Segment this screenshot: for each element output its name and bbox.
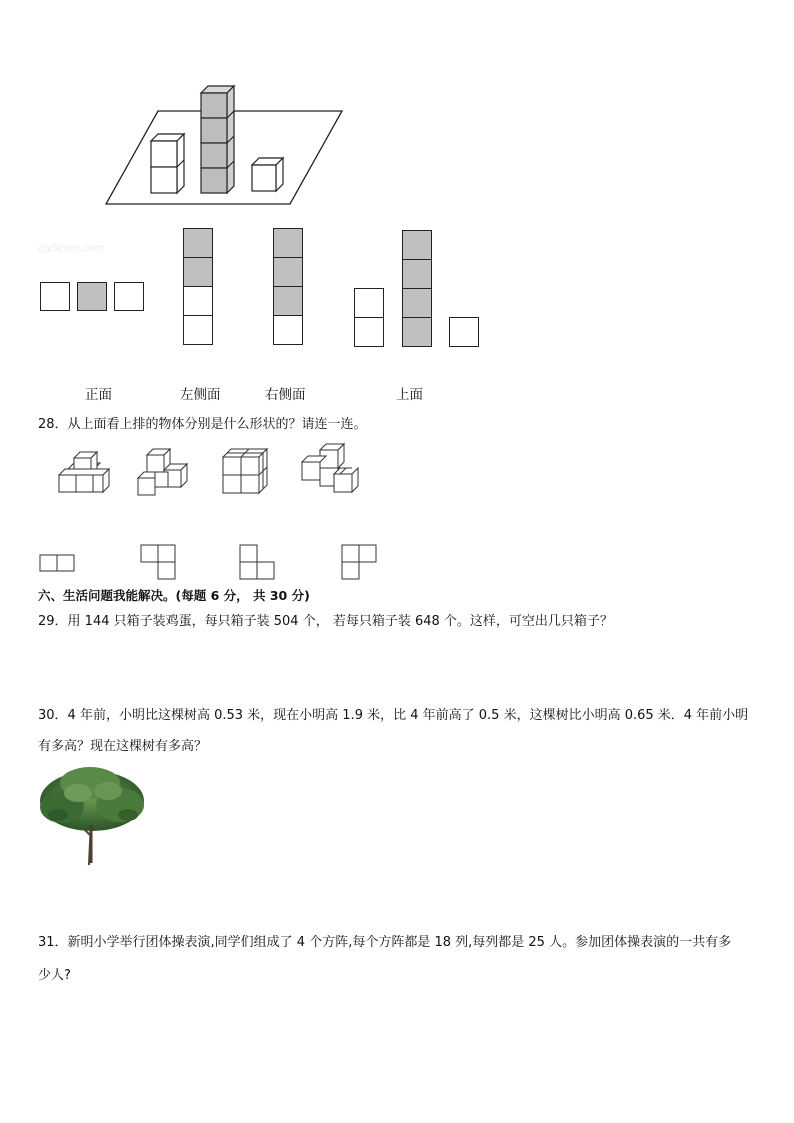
- label-right-side: 右侧面: [265, 387, 306, 403]
- q29-text: 29．用 144 只箱子装鸡蛋，每只箱子装 504 个， 若每只箱子装 648 个。这样，可空出几只箱子？: [38, 614, 613, 629]
- cube-stacks-on-platform: [100, 80, 350, 210]
- q30-line2: 有多高？现在这棵树有多高？: [38, 739, 208, 754]
- label-top: 上面: [396, 387, 423, 403]
- q28-text: 28．从上面看上排的物体分别是什么形状的？请连一连。: [38, 417, 367, 432]
- q31-line2: 少人?: [38, 968, 71, 983]
- label-front: 正面: [85, 387, 112, 403]
- section-6-title: 六、生活问题我能解决。(每题 6 分， 共 30 分): [38, 588, 310, 603]
- tree-image: [38, 763, 146, 867]
- watermark: zjy5com.com: [38, 243, 105, 254]
- q28-objects-row: [50, 440, 360, 500]
- q28-top-views-row: [38, 542, 383, 582]
- q30-line1: 30．4 年前，小明比这棵树高 0.53 米，现在小明高 1.9 米，比 4 年前高了 0.5 米，这棵树比小明高 0.65 米．4 年前小明: [38, 708, 749, 723]
- q31-line1: 31．新明小学举行团体操表演,同学们组成了 4 个方阵,每个方阵都是 18 列,每列都是 25 人。参加团体操表演的一共有多: [38, 935, 732, 950]
- label-left-side: 左侧面: [180, 387, 221, 403]
